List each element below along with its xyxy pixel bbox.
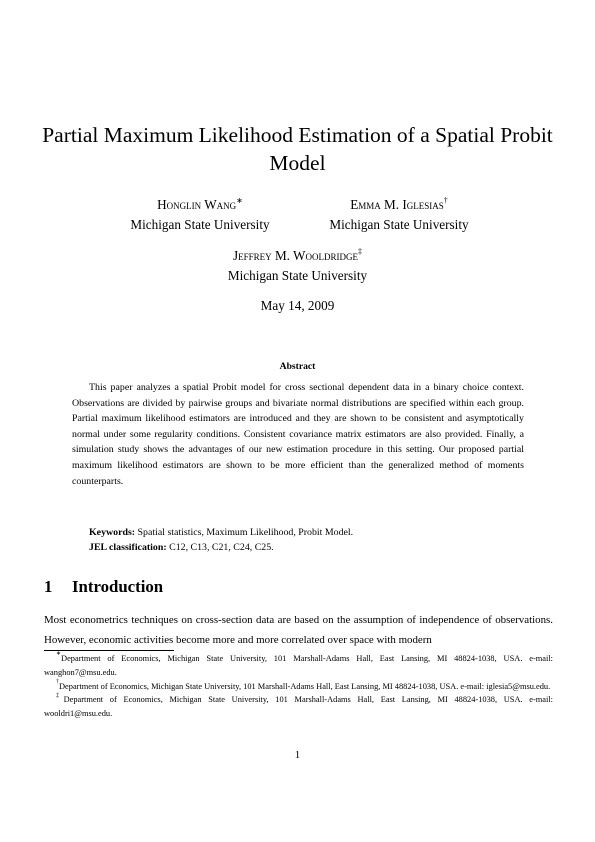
footnote-mark: ‡ bbox=[56, 692, 64, 699]
author-name: Honglin Wang∗ bbox=[157, 195, 243, 212]
section-body-text: Most econometrics techniques on cross-section data are based on the assumption of independence of observations. However, economic activities become more and more correlated over space with modern bbox=[44, 614, 553, 646]
abstract-text: This paper analyzes a spatial Probit model for cross sectional dependent data in a binary choice context. Observations are divided by pairwise groups and bivariate normal distributions are specified within each group. Partial maximum likelihood estimators are introduced and they are shown to be consistent and asymptotically normal under some regularity conditions. Consistent covariance matrix estimators are also provided. Finally, a simulation study shows the advantages of our new estimation procedure in this setting. Our proposed partial maximum likelihood estimators are shown to be more efficient than the generalized method of moments counterparts. bbox=[72, 382, 524, 487]
author-name: Emma M. Iglesias† bbox=[350, 195, 448, 212]
paper-title: Partial Maximum Likelihood Estimation of a Spatial Probit Model bbox=[42, 123, 553, 175]
footnote-text: Department of Economics, Michigan State University, 101 Marshall-Adams Hall, East Lansing, MI 48824-1038, USA. e-mail: iglesia5@msu.edu. bbox=[59, 681, 551, 691]
jel-label: JEL classification: bbox=[89, 542, 167, 554]
footnote-text: Department of Economics, Michigan State University, 101 Marshall-Adams Hall, East Lansing, MI 48824-1038, USA. e-mail: wanghon7@msu.edu. bbox=[44, 654, 553, 677]
paper-date: May 14, 2009 bbox=[260, 298, 335, 313]
footnote-mark: † bbox=[56, 678, 59, 685]
jel-line bbox=[89, 540, 529, 555]
author-name: Jeffrey M. Wooldridge‡ bbox=[233, 246, 362, 263]
footnotes bbox=[44, 652, 553, 721]
footnote-item bbox=[44, 693, 553, 721]
author-footnote-mark: ∗ bbox=[236, 195, 243, 205]
keywords-value: Spatial statistics, Maximum Likelihood, Probit Model. bbox=[137, 527, 354, 538]
jel-value: C12, C13, C21, C24, C25. bbox=[169, 542, 274, 554]
abstract-heading: Abstract bbox=[279, 361, 316, 372]
page-number: 1 bbox=[294, 749, 301, 761]
author-footnote-mark: † bbox=[443, 195, 448, 205]
section-title: Introduction bbox=[72, 577, 164, 596]
footnote-divider bbox=[44, 650, 174, 651]
author-affiliation: Michigan State University bbox=[227, 268, 368, 283]
keywords-block bbox=[89, 525, 529, 556]
keywords-label: Keywords: bbox=[89, 527, 136, 538]
author-affiliation: Michigan State University bbox=[130, 217, 270, 232]
author-block-3 bbox=[180, 246, 415, 286]
footnote-item bbox=[44, 652, 553, 680]
author-affiliation: Michigan State University bbox=[329, 217, 469, 232]
section-heading bbox=[44, 577, 163, 597]
author-block-1 bbox=[100, 195, 300, 235]
author-footnote-mark: ‡ bbox=[357, 246, 362, 256]
author-block-2 bbox=[304, 195, 494, 235]
footnote-item bbox=[44, 680, 553, 694]
footnote-text: Department of Economics, Michigan State University, 101 Marshall-Adams Hall, East Lansing, MI 48824-1038, USA. e-mail: wooldri1@msu.edu. bbox=[44, 695, 553, 719]
keywords-line bbox=[89, 525, 529, 540]
footnote-mark: ∗ bbox=[56, 651, 62, 658]
section-number: 1 bbox=[44, 577, 53, 596]
